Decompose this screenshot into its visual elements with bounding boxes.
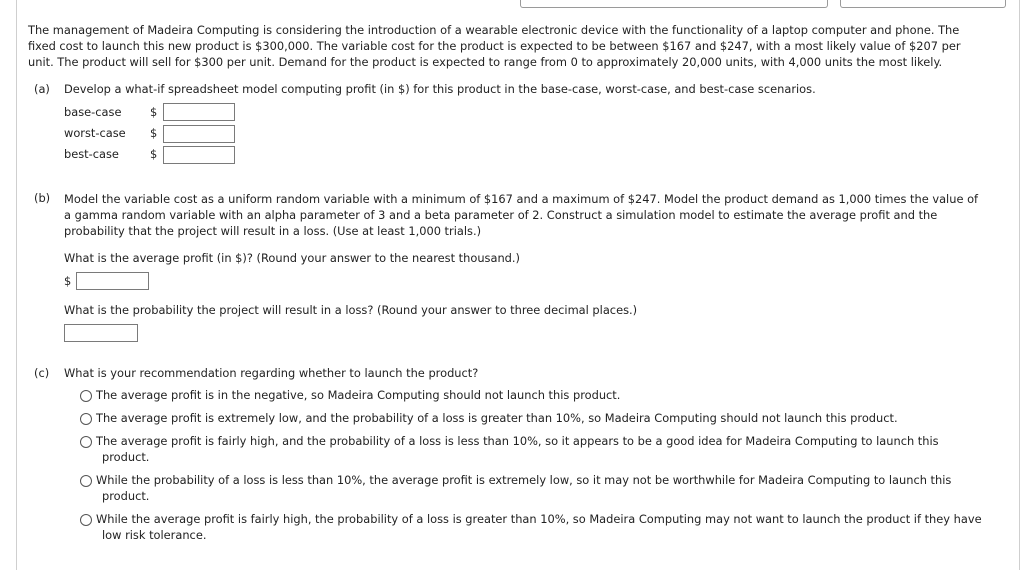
worst-case-input[interactable]	[163, 125, 235, 143]
option-3-text: The average profit is fairly high, and the probability of a loss is less than 10%, so it appears to be a good idea for Madeira Computing to launch this	[96, 434, 939, 448]
base-case-currency: $	[150, 105, 158, 119]
loss-probability-input[interactable]	[64, 324, 138, 342]
option-5-text-cont: low risk tolerance.	[102, 528, 207, 542]
top-tab-left[interactable]	[520, 0, 828, 8]
worst-case-currency: $	[150, 126, 158, 140]
top-tab-right[interactable]	[840, 0, 1006, 8]
part-b-text-1: Model the variable cost as a uniform random variable with a minimum of $167 and a maximum of $247. Model the product demand as 1,000 times the value of	[64, 192, 979, 206]
part-b-label: (b)	[34, 191, 51, 205]
best-case-label: best-case	[64, 147, 119, 161]
option-4-radio[interactable]	[80, 475, 92, 487]
option-1-text: The average profit is in the negative, so Madeira Computing should not launch this product.	[96, 388, 621, 402]
part-b-text-2: a gamma random variable with an alpha parameter of 3 and a beta parameter of 2. Construct a simulation model to estimate the average profit and the	[64, 208, 938, 222]
option-1-radio[interactable]	[80, 390, 92, 402]
intro-line-2: fixed cost to launch this new product is $300,000. The variable cost for the product is expected to be between $167 and $247, with a most likely value of $207 per	[28, 39, 961, 53]
option-2-text: The average profit is extremely low, and the probability of a loss is greater than 10%, so Madeira Computing should not launch this product.	[96, 411, 898, 425]
part-c-label: (c)	[34, 366, 50, 380]
option-3-radio[interactable]	[80, 436, 92, 448]
average-profit-question: What is the average profit (in $)? (Round your answer to the nearest thousand.)	[64, 251, 520, 265]
option-5-text: While the average profit is fairly high, the probability of a loss is greater than 10%, so Madeira Computing may not want to launch the product if they have	[96, 512, 982, 526]
part-a-text: Develop a what-if spreadsheet model computing profit (in $) for this product in the base-case, worst-case, and best-case scenarios.	[64, 82, 816, 96]
part-c-question: What is your recommendation regarding whether to launch the product?	[64, 366, 479, 380]
intro-line-1: The management of Madeira Computing is considering the introduction of a wearable electronic device with the functionality of a laptop computer and phone. The	[28, 23, 960, 37]
option-2-radio[interactable]	[80, 413, 92, 425]
average-profit-input[interactable]	[76, 272, 149, 290]
loss-probability-question: What is the probability the project will result in a loss? (Round your answer to three decimal places.)	[64, 303, 638, 317]
base-case-label: base-case	[64, 105, 122, 119]
worst-case-label: worst-case	[64, 126, 126, 140]
base-case-input[interactable]	[163, 103, 235, 121]
average-profit-currency: $	[64, 274, 72, 288]
option-3-text-cont: product.	[102, 450, 150, 464]
option-5-radio[interactable]	[80, 514, 92, 526]
option-4-text-cont: product.	[102, 489, 150, 503]
intro-line-3: unit. The product will sell for $300 per unit. Demand for the product is expected to range from 0 to approximately 20,000 units, with 4,000 units the most likely.	[28, 55, 943, 69]
option-4-text: While the probability of a loss is less than 10%, the average profit is extremely low, so it may not be worthwhile for Madeira Computing to launch this	[96, 473, 952, 487]
best-case-input[interactable]	[163, 146, 235, 164]
part-b-text-3: probability that the project will result in a loss. (Use at least 1,000 trials.)	[64, 224, 482, 238]
part-a-label: (a)	[34, 82, 50, 96]
best-case-currency: $	[150, 147, 158, 161]
